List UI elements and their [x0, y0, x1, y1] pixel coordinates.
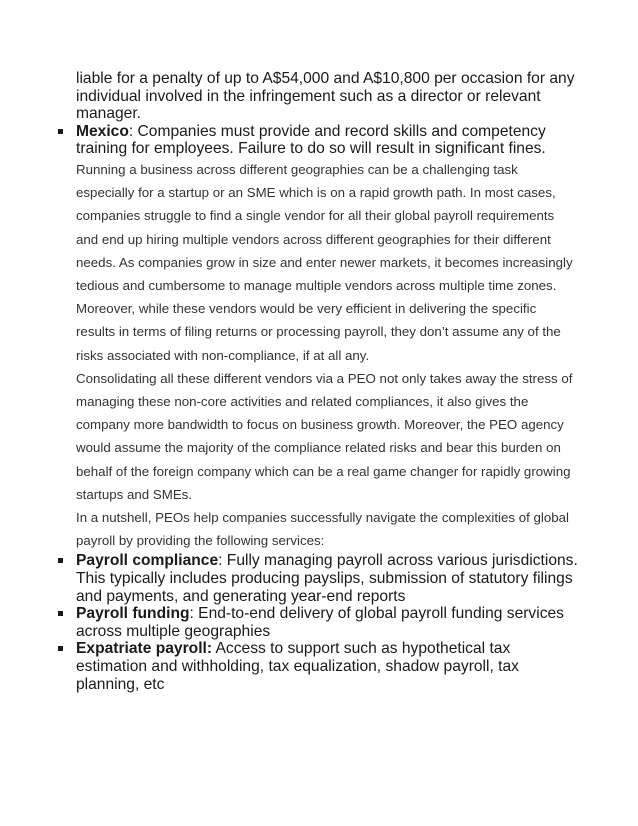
- service-text: : Fully managing payroll across various jurisdictions. This typically includes producing payslips, submission of statutory filings and payments, and generating year-end reports: [76, 552, 578, 605]
- service-item: [76, 552, 578, 605]
- bullet-mexico: [76, 123, 578, 158]
- bullet-square-icon: [58, 611, 63, 616]
- service-term: Payroll compliance: [76, 552, 219, 570]
- paragraph-nutshell: In a nutshell, PEOs help companies successfully navigate the complexities of global payroll by providing the following services:: [76, 510, 569, 549]
- services-list: [76, 552, 578, 693]
- service-text: Access to support such as hypothetical tax estimation and withholding, tax equalization, shadow payroll, tax planning, etc: [76, 640, 519, 693]
- paragraph-geographies: Running a business across different geographies can be a challenging task especially for a startup or an SME which is on a rapid growth path. In most cases, companies struggle to find a single vendor for all their global payroll requirements and end up hiring multiple vendors across different geographies for their different needs. As companies grow in size and enter newer markets, it becomes increasingly tedious and cumbersome to manage multiple vendors across multiple time zones. Moreover, while these vendors would be very efficient in delivering the specific results in terms of filing returns or processing payroll, they don’t assume any of the risks associated with non-compliance, if at all any.: [76, 161, 573, 363]
- bullet-term: Mexico: [76, 122, 129, 140]
- country-bullet-list: [76, 123, 578, 158]
- service-term: Payroll funding: [76, 605, 190, 623]
- bullet-text: : Companies must provide and record skills and competency training for employees. Failure to do so will result in significant fines.: [76, 122, 546, 158]
- service-item: [76, 605, 578, 640]
- bullet-square-icon: [58, 646, 63, 651]
- service-item: [76, 640, 578, 693]
- service-text: : End-to-end delivery of global payroll funding services across multiple geographies: [76, 605, 564, 640]
- bullet-square-icon: [58, 129, 63, 134]
- bullet-square-icon: [58, 558, 63, 563]
- service-term: Expatriate payroll:: [76, 640, 213, 658]
- intro-continuation: liable for a penalty of up to A$54,000 and A$10,800 per occasion for any individual involved in the infringement such as a director or relevant manager.: [76, 70, 575, 123]
- paragraph-consolidating: Consolidating all these different vendors via a PEO not only takes away the stress of managing these non-core activities and related compliances, it also gives the company more bandwidth to focus on business growth. Moreover, the PEO agency would assume the majority of the compliance related risks and bear this burden on behalf of the foreign company which can be a real game changer for rapidly growing startups and SMEs.: [76, 370, 573, 502]
